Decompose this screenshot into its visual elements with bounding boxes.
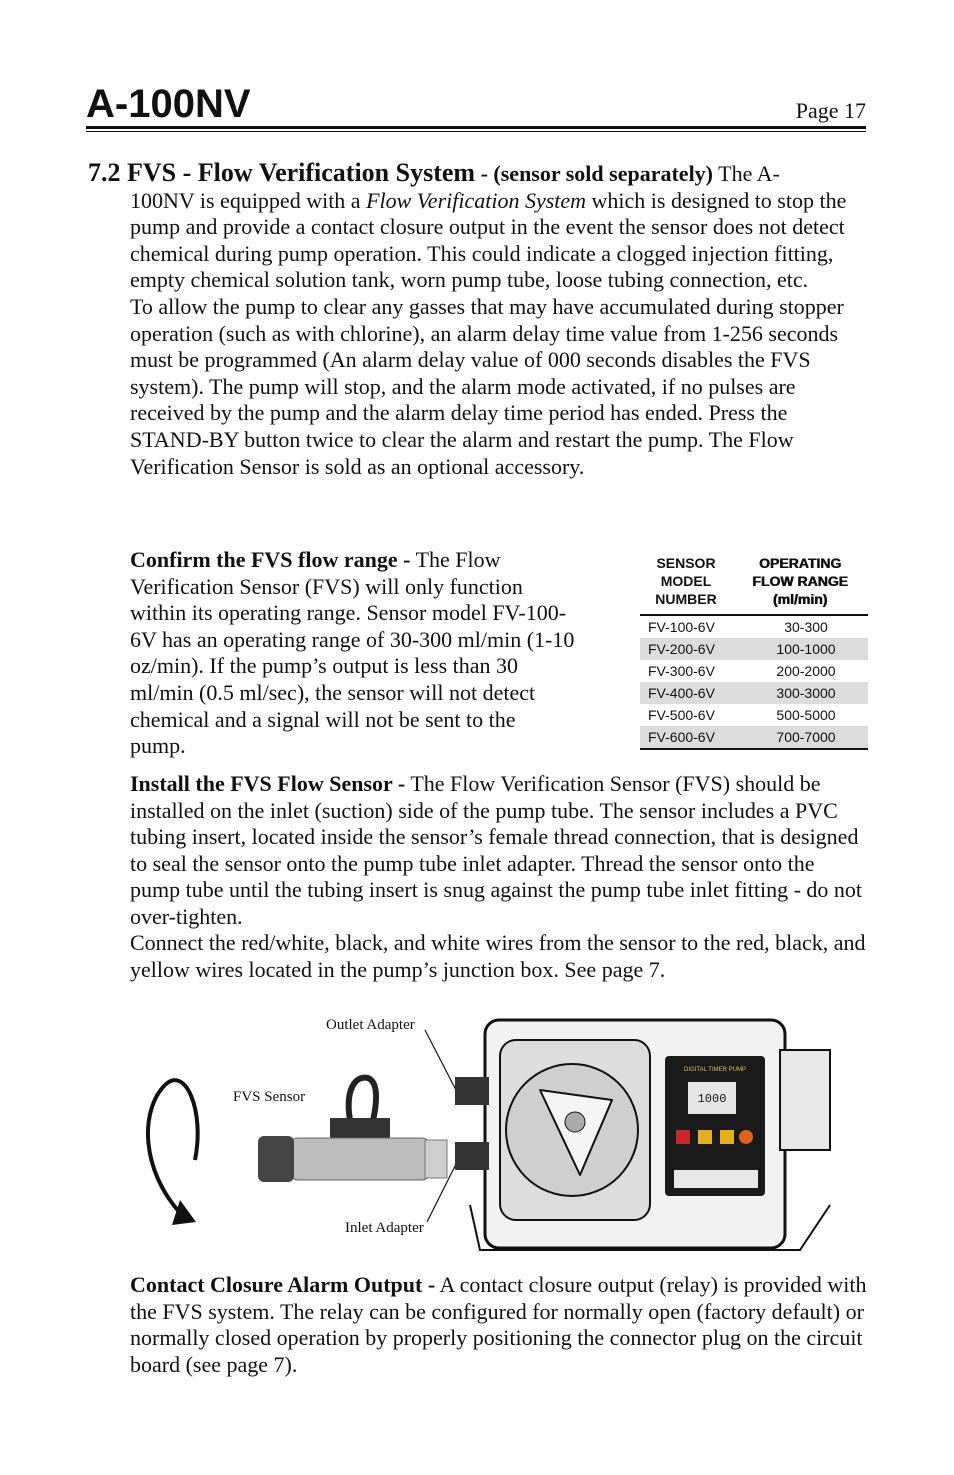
control-panel [665,1056,765,1196]
contact-paragraph [130,1272,870,1378]
intro-text-b: which is designed to stop the pump and provide a contact closure output in the event the sensor does not detect chemical during pump operation. This could indicate a clogged injection fitting, empty chemical solution tank, worn pump tube, loose tubing connection, etc. [130,187,847,293]
intro-line1-tail: The A- [718,161,780,186]
section-heading: 7.2 FVS - Flow Verification System [88,158,476,187]
col-sensor-model: SENSOR MODEL NUMBER [655,555,717,607]
page-number: Page 17 [795,98,866,123]
contact-heading: Contact Closure Alarm Output - [130,1272,436,1297]
panel-display-value: 1000 [697,1092,727,1106]
col-flow-range: OPERATING FLOW RANGE (ml/min) [752,555,848,607]
pump-housing [455,1020,830,1250]
inlet-adapter-label: Inlet Adapter [345,1220,424,1236]
contact-text: A contact closure output (relay) is provided with the FVS system. The relay can be configured for normally open (factory default) or normally closed operation by properly positioning the connector plug on the circuit board (see page 7). [130,1272,867,1377]
install-heading: Install the FVS Flow Sensor - [130,771,406,796]
document-title: A-100NV [86,82,251,126]
confirm-heading: Confirm the FVS flow range - [130,547,411,572]
install-text: The Flow Verification Sensor (FVS) should be installed on the inlet (suction) side of the pump tube. The sensor includes a PVC tubing insert, located inside the sensor’s female thread connection, that is designed to seal the sensor onto the pump tube inlet adapter. Thread the sensor onto the pump tube until the tubing insert is snug against the pump tube inlet fitting - do not over-tighten. [130,771,863,929]
section-subheading: - (sensor sold separately) [480,161,714,186]
panel-title: DIGITAL TIMER PUMP [684,1067,746,1073]
wiring-paragraph: Connect the red/white, black, and white wires from the sensor to the red, black, and yellow wires located in the pump’s junction box. See page 7. [130,930,866,982]
table-row: FV-200-6V 100-1000 [640,638,868,660]
fvs-sensor-label: FVS Sensor [233,1089,306,1105]
fvs-sensor-image [258,1078,447,1182]
outlet-adapter-label: Outlet Adapter [326,1017,415,1033]
confirm-text: The Flow Verification Sensor (FVS) will only function within its operating range. Sensor model FV-100-6V has an operating range of 30-300 ml/min (1-10 oz/min). If the pump’s output is less than 30 ml/min (0.5 ml/sec), the sensor will not detect chemical and a signal will not be sent to the pump. [130,547,575,759]
table-row: FV-600-6V 700-7000 [640,726,868,748]
gas-paragraph: To allow the pump to clear any gasses that may have accumulated during stopper operation (such as with chlorine), an alarm delay time value from 1-256 seconds must be programmed (An alarm delay value of 000 seconds disables the FVS system). The pump will stop, and the alarm mode activated, if no pulses are received by the pump and the alarm delay time period has ended. Press the STAND-BY button twice to clear the alarm and restart the pump. The Flow Verification Sensor is sold as an optional accessory. [130,293,844,479]
rotation-arrow-icon [148,1080,198,1225]
table-row: FV-400-6V 300-3000 [640,682,868,704]
table-row: FV-500-6V 500-5000 [648,707,836,723]
intro-text-a: 100NV is equipped with a [130,187,367,213]
intro-italic: Flow Verification System [366,187,587,213]
table-row: FV-100-6V 30-300 [648,619,828,635]
table-row: FV-300-6V 200-2000 [648,663,836,679]
